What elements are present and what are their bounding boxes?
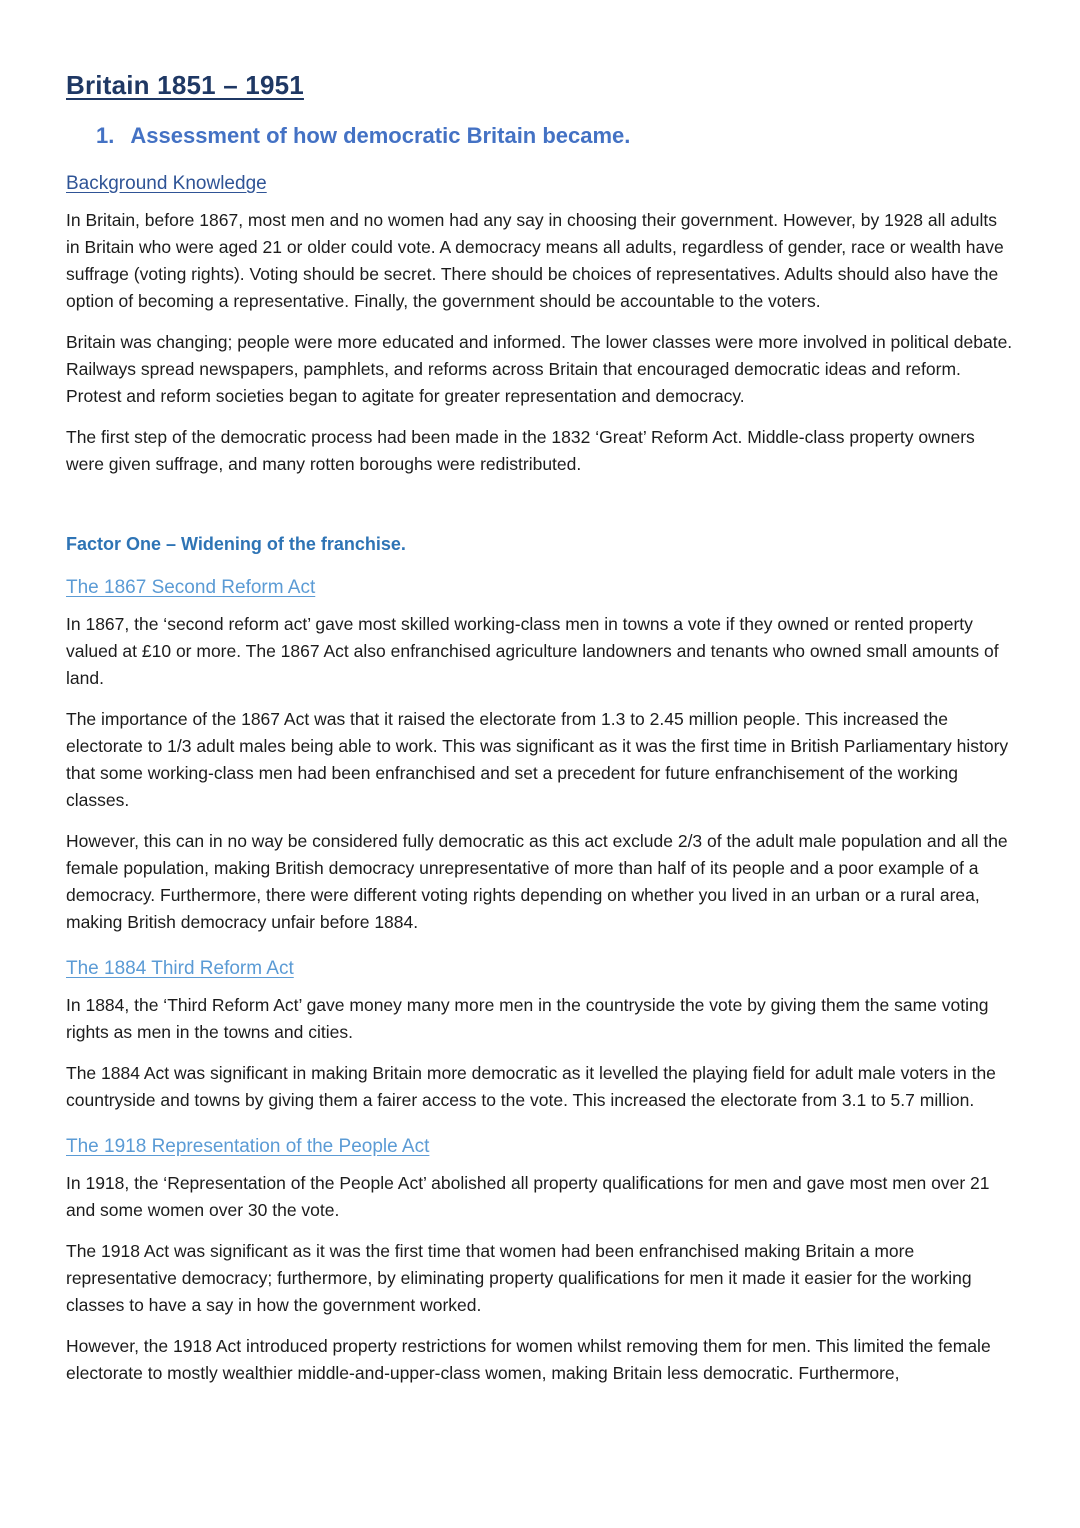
section-numbered-heading bbox=[66, 123, 1014, 149]
act-1918-paragraph-2: The 1918 Act was significant as it was the first time that women had been enfranchised making Britain a more representative democracy; furthermore, by eliminating property qualifications for men it made it easier for the working classes to have a say in how the government worked. bbox=[66, 1241, 972, 1315]
act-1884-paragraph-1: In 1884, the ‘Third Reform Act’ gave money many more men in the countryside the vote by giving them the same voting rights as men in the towns and cities. bbox=[66, 995, 989, 1042]
background-paragraph-1: In Britain, before 1867, most men and no women had any say in choosing their government. However, by 1928 all adults in Britain who were aged 21 or older could vote. A democracy means all adults, regardless of gender, race or wealth have suffrage (voting rights). Voting should be secret. There should be choices of representatives. Adults should also have the option of becoming a representative. Finally, the government should be accountable to the voters. bbox=[66, 210, 1004, 311]
act-1884-heading: The 1884 Third Reform Act bbox=[66, 958, 294, 979]
factor-one-heading: Factor One – Widening of the franchise. bbox=[66, 534, 406, 554]
act-1918-paragraph-3: However, the 1918 Act introduced property restrictions for women whilst removing them for men. This limited the female electorate to mostly wealthier middle-and-upper-class women, making Britain less democratic. Furthermore, bbox=[66, 1336, 991, 1383]
act-1918-paragraph-1: In 1918, the ‘Representation of the People Act’ abolished all property qualifications for men and gave most men over 21 and some women over 30 the vote. bbox=[66, 1173, 990, 1220]
act-1884-paragraph-2: The 1884 Act was significant in making Britain more democratic as it levelled the playing field for adult male voters in the countryside and towns by giving them a fairer access to the vote. This increased the electorate from 3.1 to 5.7 million. bbox=[66, 1063, 996, 1110]
act-1867-paragraph-2: The importance of the 1867 Act was that it raised the electorate from 1.3 to 2.45 million people. This increased the electorate to 1/3 adult males being able to work. This was significant as it was the first time in British Parliamentary history that some working-class men had been enfranchised and set a precedent for future enfranchisement of the working classes. bbox=[66, 709, 1009, 810]
background-paragraph-2: Britain was changing; people were more educated and informed. The lower classes were more involved in political debate. Railways spread newspapers, pamphlets, and reforms across Britain that encouraged democratic ideas and reform. Protest and reform societies began to agitate for greater representation and democracy. bbox=[66, 332, 1013, 406]
act-1918-heading: The 1918 Representation of the People Act bbox=[66, 1136, 430, 1157]
section-number: 1. bbox=[96, 123, 115, 148]
background-paragraph-3: The first step of the democratic process had been made in the 1832 ‘Great’ Reform Act. Middle-class property owners were given suffrage, and many rotten boroughs were redistributed. bbox=[66, 427, 975, 474]
act-1867-paragraph-3: However, this can in no way be considered fully democratic as this act exclude 2/3 of the adult male population and all the female population, making British democracy unrepresentative of more than half of its people and a poor example of a democracy. Furthermore, there were different voting rights depending on whether you lived in an urban or a rural area, making British democracy unfair before 1884. bbox=[66, 831, 1008, 932]
act-1867-paragraph-1: In 1867, the ‘second reform act’ gave most skilled working-class men in towns a vote if they owned or rented property valued at £10 or more. The 1867 Act also enfranchised agriculture landowners and tenants who owned small amounts of land. bbox=[66, 614, 999, 688]
document-title: Britain 1851 – 1951 bbox=[66, 70, 304, 100]
act-1867-heading: The 1867 Second Reform Act bbox=[66, 577, 316, 598]
section-heading-text: Assessment of how democratic Britain became. bbox=[130, 123, 631, 148]
background-knowledge-heading: Background Knowledge bbox=[66, 173, 267, 194]
